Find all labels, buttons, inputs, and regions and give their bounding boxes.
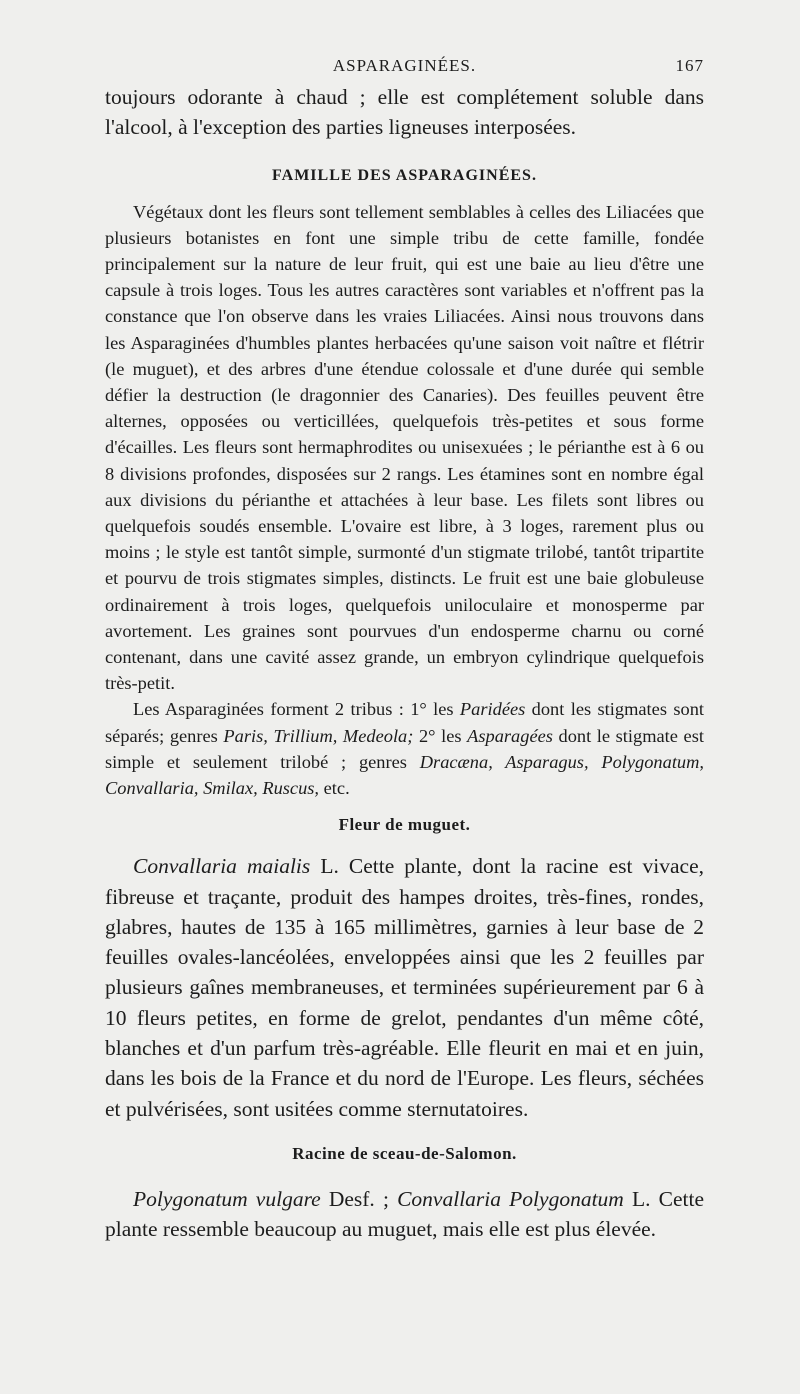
salomon-species-name-2: Convallaria Polygonatum [397, 1186, 624, 1211]
tribes-text-1: Les Asparaginées forment 2 tribus : 1° les [133, 699, 460, 720]
genera-list-2: Dracæna, Asparagus, Polygonatum, Convallaria, Smilax, Ruscus, [105, 751, 704, 799]
tribes-text-2: dont les stigmates sont séparés; genres [105, 699, 705, 746]
muguet-species-name: Convallaria maialis [133, 854, 311, 879]
muguet-heading: Fleur de muguet. [338, 815, 471, 835]
salomon-description: L. Cette plante ressemble beaucoup au muguet, mais elle est plus élevée. [105, 1186, 705, 1242]
running-title: ASPARAGINÉES. [332, 56, 477, 75]
muguet-paragraph [105, 851, 704, 1124]
salomon-author-1: Desf. ; [320, 1186, 398, 1211]
continuation-paragraph: toujours odorante à chaud ; elle est complétement soluble dans l'alcool, à l'exception des parties ligneuses interposées. [105, 85, 704, 140]
tribe-name-paridees: Paridées [459, 699, 526, 720]
salomon-paragraph [105, 1184, 704, 1245]
tribes-paragraph [105, 696, 704, 801]
running-header [105, 52, 704, 82]
page-number: 167 [675, 56, 704, 75]
tribes-text-3: 2° les [413, 725, 468, 746]
genera-list-1: Paris, Trillium, Medeola; [223, 725, 414, 746]
tribes-text-4: dont le stigmate est simple et seulement trilobé ; genres [105, 725, 704, 772]
muguet-description: L. Cette plante, dont la racine est vivace, fibreuse et traçante, produit des hampes droites, très-fines, rondes, glabres, hautes de 135 à 165 millimètres, garnies à leur base de 2 feuilles ovales-lancéolées, enveloppées ainsi que les 2 feuilles par plusieurs gaînes membraneuses, et terminées supérieurement par 6 à 10 fleurs petites, en forme de grelot, pendantes d'un même côté, blanches et d'un parfum très-agréable. Elle fleurit en mai et en juin, dans les bois de la France et du nord de l'Europe. Les fleurs, séchées et pulvérisées, sont usitées comme sternutatoires. [105, 854, 704, 1121]
tribes-text-5: etc. [319, 778, 350, 799]
salomon-species-name-1: Polygonatum vulgare [133, 1186, 321, 1211]
family-description-paragraph: Végétaux dont les fleurs sont tellement semblables à celles des Liliacées que plusieurs botanistes en font une simple tribu de cette famille, fondée principalement sur la nature de leur fruit, qui est une baie au lieu d'être une capsule à trois loges. Tous les autres caractères sont variables et n'offrent pas la constance que l'on observe dans les vraies Liliacées. Ainsi nous trouvons dans les Asparaginées d'humbles plantes herbacées qu'une saison voit naître et flétrir (le muguet), et des arbres d'une étendue colossale et d'une durée qui semble défier la destruction (le dragonnier des Canaries). Des feuilles peuvent être alternes, opposées ou verticillées, quelquefois très-petites et sous forme d'écailles. Les fleurs sont hermaphrodites ou unisexuées ; le périanthe est à 6 ou 8 divisions profondes, disposées sur 2 rangs. Les étamines sont en nombre égal aux divisions du périanthe et attachées à leur base. Les filets sont libres ou quelquefois soudés ensemble. L'ovaire est libre, à 3 loges, rarement plus ou moins ; le style est tantôt simple, surmonté d'un stigmate trilobé, tantôt tripartite et pourvu de trois stigmates simples, distincts. Le fruit est une baie globuleuse ordinairement à trois loges, quelquefois uniloculaire et monosperme par avortement. Les graines sont pourvues d'un endosperme charnu ou corné contenant, dans une cavité assez grande, un embryon cylindrique quelquefois très-petit. [105, 201, 704, 694]
tribe-name-asparagees: Asparagées [467, 725, 553, 746]
salomon-heading: Racine de sceau-de-Salomon. [292, 1143, 517, 1163]
section-title: FAMILLE DES ASPARAGINÉES. [272, 166, 537, 184]
